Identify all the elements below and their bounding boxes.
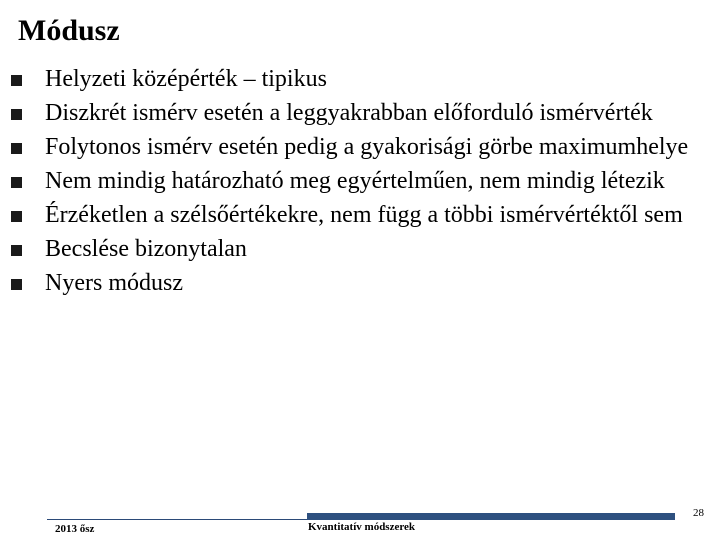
slide-title: Módusz [18,14,120,47]
list-item [10,232,700,266]
square-bullet-icon [11,245,22,256]
footer-date: 2013 ősz [55,523,95,535]
bullet-list [10,62,700,300]
bullet-text: Nyers módusz [45,270,183,296]
footer-divider-line [47,519,307,520]
page-number: 28 [693,507,704,519]
square-bullet-icon [11,143,22,154]
square-bullet-icon [11,279,22,290]
bullet-text: Diszkrét ismérv esetén a leggyakrabban előforduló ismérvérték [45,100,653,126]
footer-accent-bar [307,513,675,520]
bullet-text: Nem mindig határozható meg egyértelműen, nem mindig létezik [45,168,665,194]
footer-subject: Kvantitatív módszerek [308,521,416,533]
list-item [10,198,700,232]
square-bullet-icon [11,177,22,188]
bullet-text: Helyzeti középérték – tipikus [45,66,327,92]
square-bullet-icon [11,211,22,222]
bullet-text: Folytonos ismérv esetén pedig a gyakorisági görbe maximumhelye [45,134,689,160]
list-item [10,96,700,130]
list-item [10,164,700,198]
list-item [10,130,700,164]
list-item [10,62,700,96]
bullet-text: Becslése bizonytalan [45,236,247,262]
square-bullet-icon [11,109,22,120]
square-bullet-icon [11,75,22,86]
bullet-text: Érzéketlen a szélsőértékekre, nem függ a többi ismérvértéktől sem [45,202,683,228]
list-item [10,266,700,300]
